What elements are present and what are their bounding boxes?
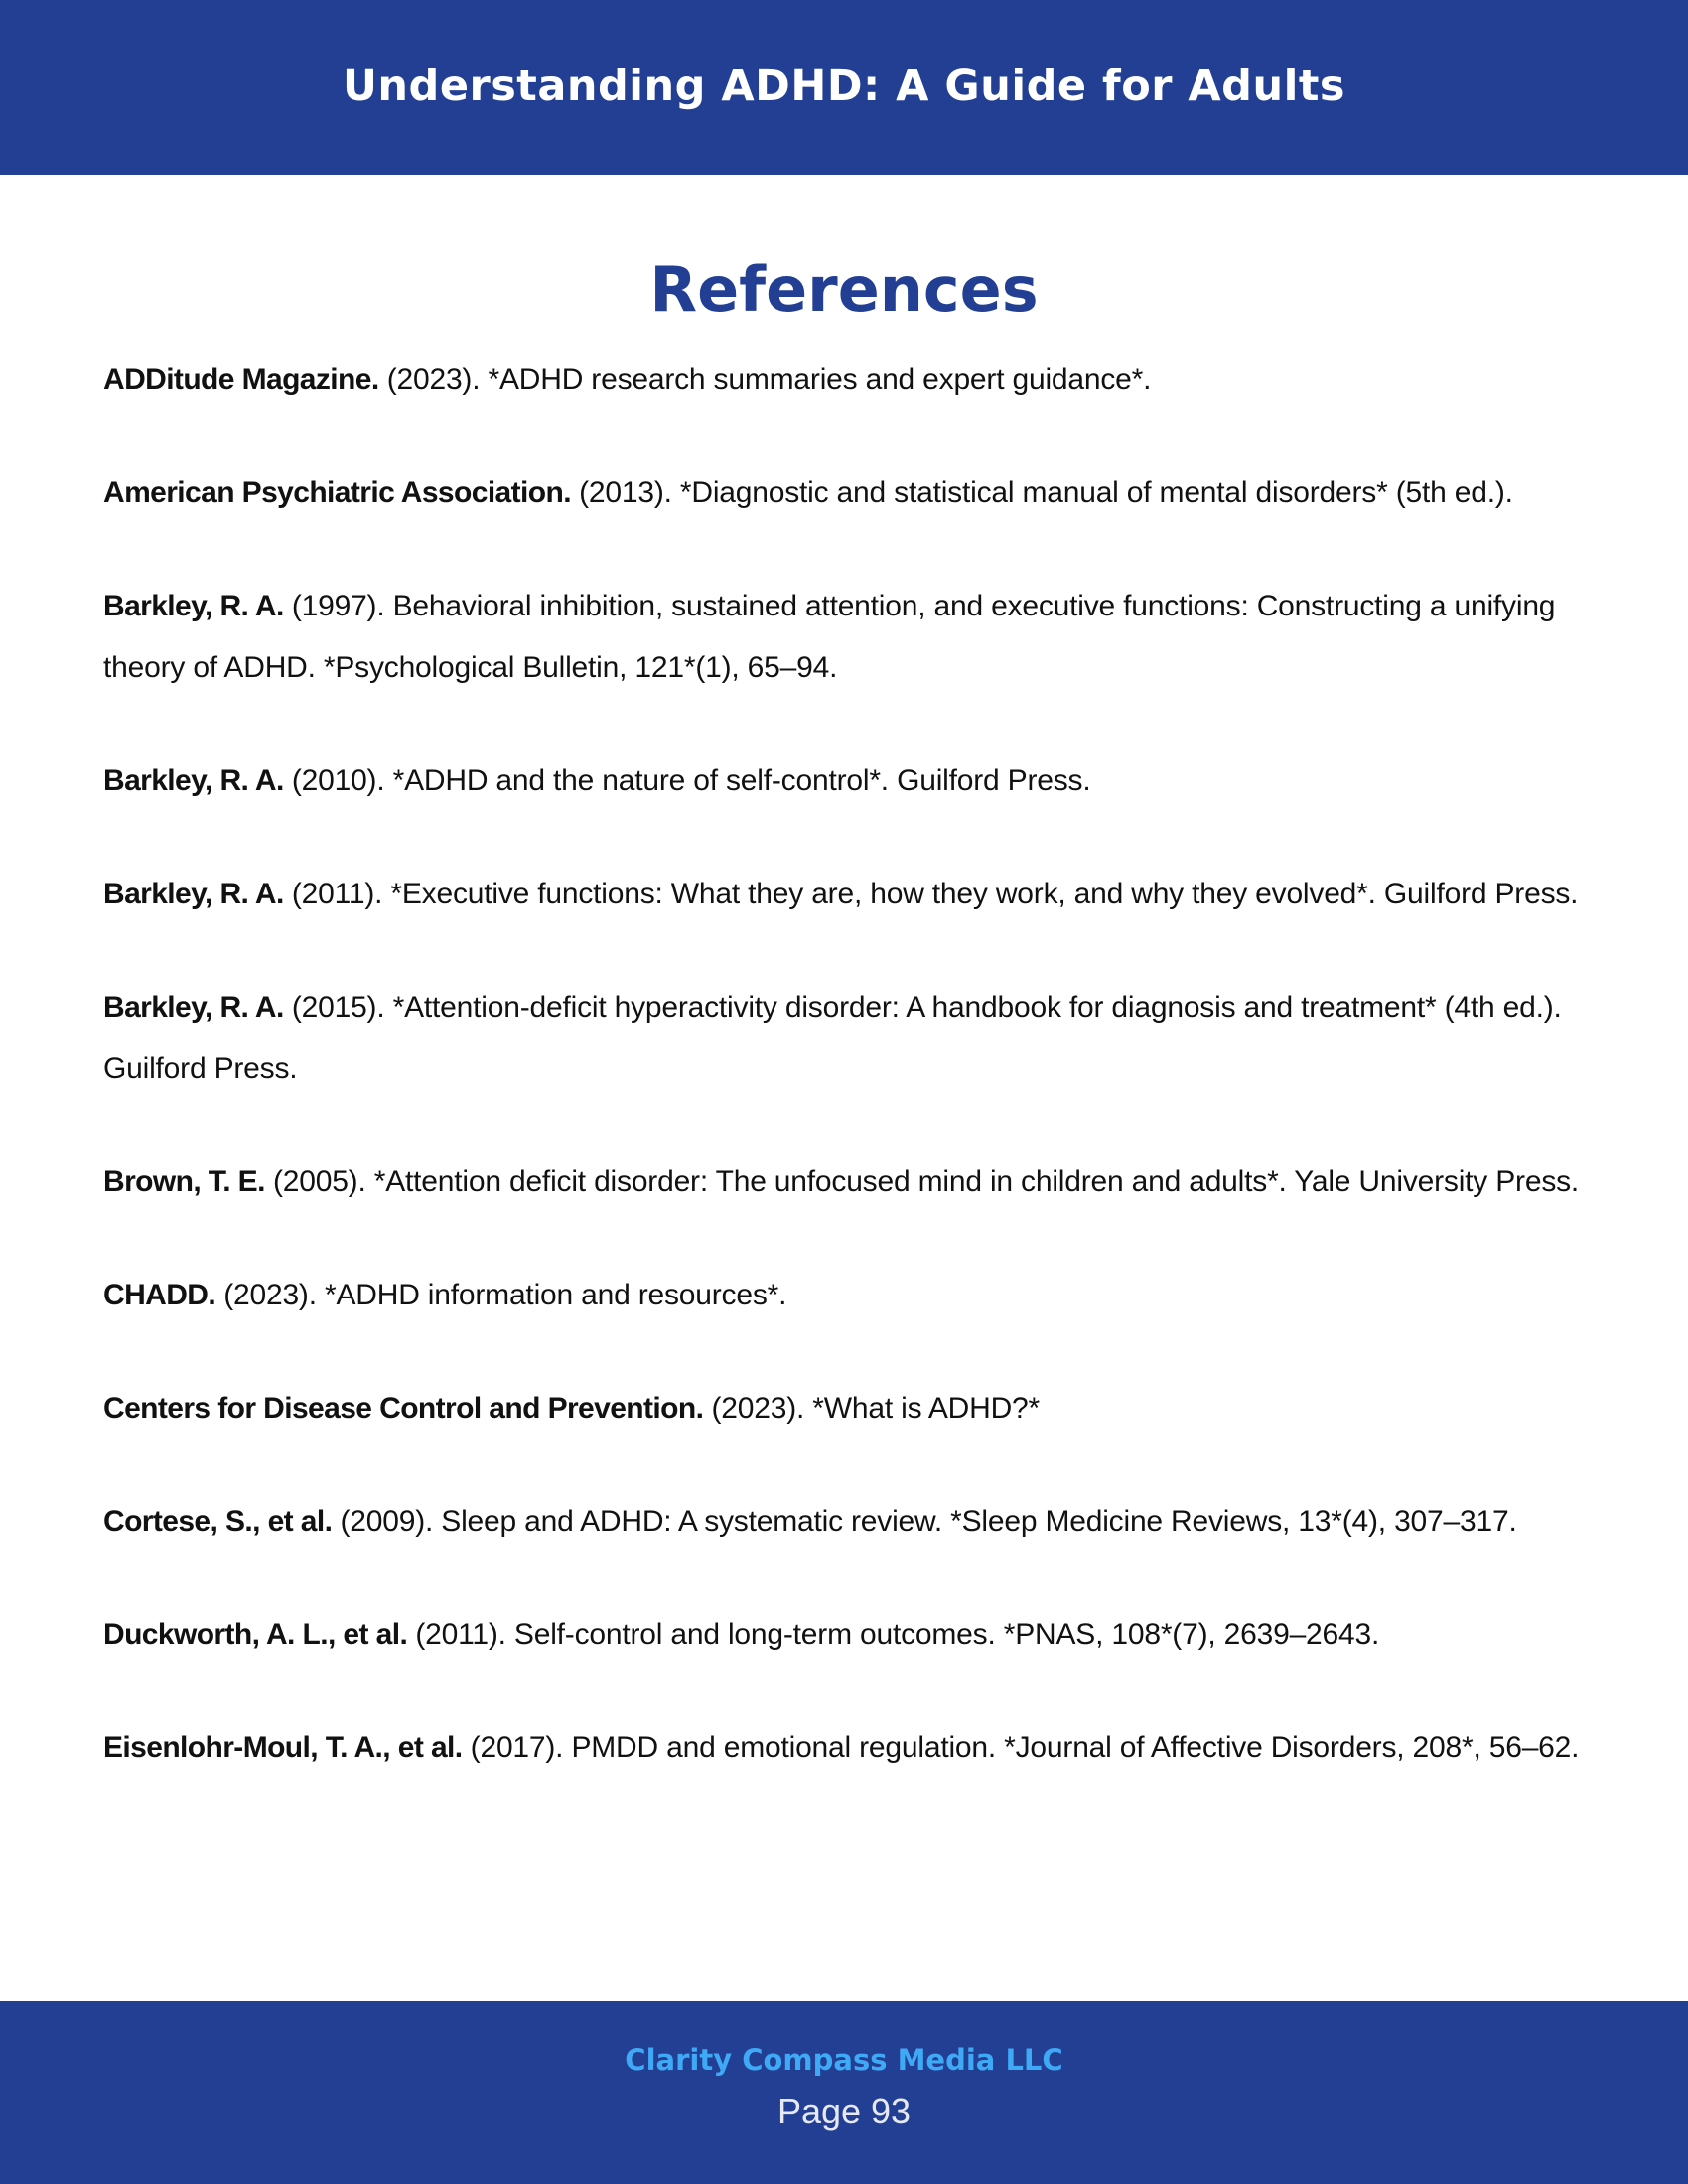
reference-text: (1997). Behavioral inhibition, sustained attention, and executive functions: Constructing a unifying theory of ADHD. *Psychological Bulletin, 121*(1), 65–94. <box>103 590 1556 684</box>
reference-author: American Psychiatric Association. <box>103 477 571 509</box>
reference-text: (2009). Sleep and ADHD: A systematic review. *Sleep Medicine Reviews, 13*(4), 307–317. <box>332 1505 1517 1538</box>
reference-author: Centers for Disease Control and Prevention. <box>103 1392 704 1425</box>
reference-item <box>103 576 1593 699</box>
reference-item <box>103 1604 1593 1666</box>
reference-author: Barkley, R. A. <box>103 590 284 622</box>
reference-author: Barkley, R. A. <box>103 878 284 910</box>
reference-author: Brown, T. E. <box>103 1165 265 1198</box>
reference-text: (2005). *Attention deficit disorder: The unfocused mind in children and adults*. Yale University Press. <box>264 1165 1580 1198</box>
page-title: References <box>649 253 1039 326</box>
reference-author: Barkley, R. A. <box>103 991 284 1024</box>
reference-item <box>103 349 1593 411</box>
reference-author: Duckworth, A. L., et al. <box>103 1618 408 1651</box>
reference-author: Cortese, S., et al. <box>103 1505 333 1538</box>
reference-text: (2023). *What is ADHD?* <box>703 1392 1041 1425</box>
reference-item <box>103 977 1593 1100</box>
page-header <box>0 0 1688 175</box>
reference-text: (2015). *Attention-deficit hyperactivity disorder: A handbook for diagnosis and treatment* (4th ed.). Guilford Press. <box>103 991 1562 1085</box>
header-title: Understanding ADHD: A Guide for Adults <box>343 62 1345 111</box>
reference-author: ADDitude Magazine. <box>103 363 379 396</box>
reference-text: (2013). *Diagnostic and statistical manual of mental disorders* (5th ed.). <box>570 477 1513 509</box>
reference-item <box>103 1265 1593 1326</box>
page-number: Page 93 <box>776 2091 912 2131</box>
reference-item <box>103 1378 1593 1439</box>
page-footer <box>0 2001 1688 2184</box>
reference-author: CHADD. <box>103 1279 216 1311</box>
reference-item <box>103 1152 1593 1213</box>
reference-author: Eisenlohr-Moul, T. A., et al. <box>103 1731 463 1764</box>
reference-text: (2023). *ADHD research summaries and expert guidance*. <box>378 363 1152 396</box>
reference-text: (2011). Self-control and long-term outcomes. *PNAS, 108*(7), 2639–2643. <box>407 1618 1380 1651</box>
reference-item <box>103 1491 1593 1553</box>
reference-text: (2010). *ADHD and the nature of self-control*. Guilford Press. <box>283 764 1091 797</box>
reference-list <box>103 349 1593 1831</box>
reference-text: (2011). *Executive functions: What they are, how they work, and why they evolved*. Guilford Press. <box>283 878 1579 910</box>
reference-item <box>103 864 1593 925</box>
reference-item <box>103 1717 1593 1779</box>
reference-text: (2017). PMDD and emotional regulation. *Journal of Affective Disorders, 208*, 56–62. <box>462 1731 1580 1764</box>
reference-item <box>103 463 1593 524</box>
reference-text: (2023). *ADHD information and resources*. <box>215 1279 787 1311</box>
reference-item <box>103 751 1593 812</box>
reference-author: Barkley, R. A. <box>103 764 284 797</box>
footer-brand: Clarity Compass Media LLC <box>625 2043 1063 2077</box>
